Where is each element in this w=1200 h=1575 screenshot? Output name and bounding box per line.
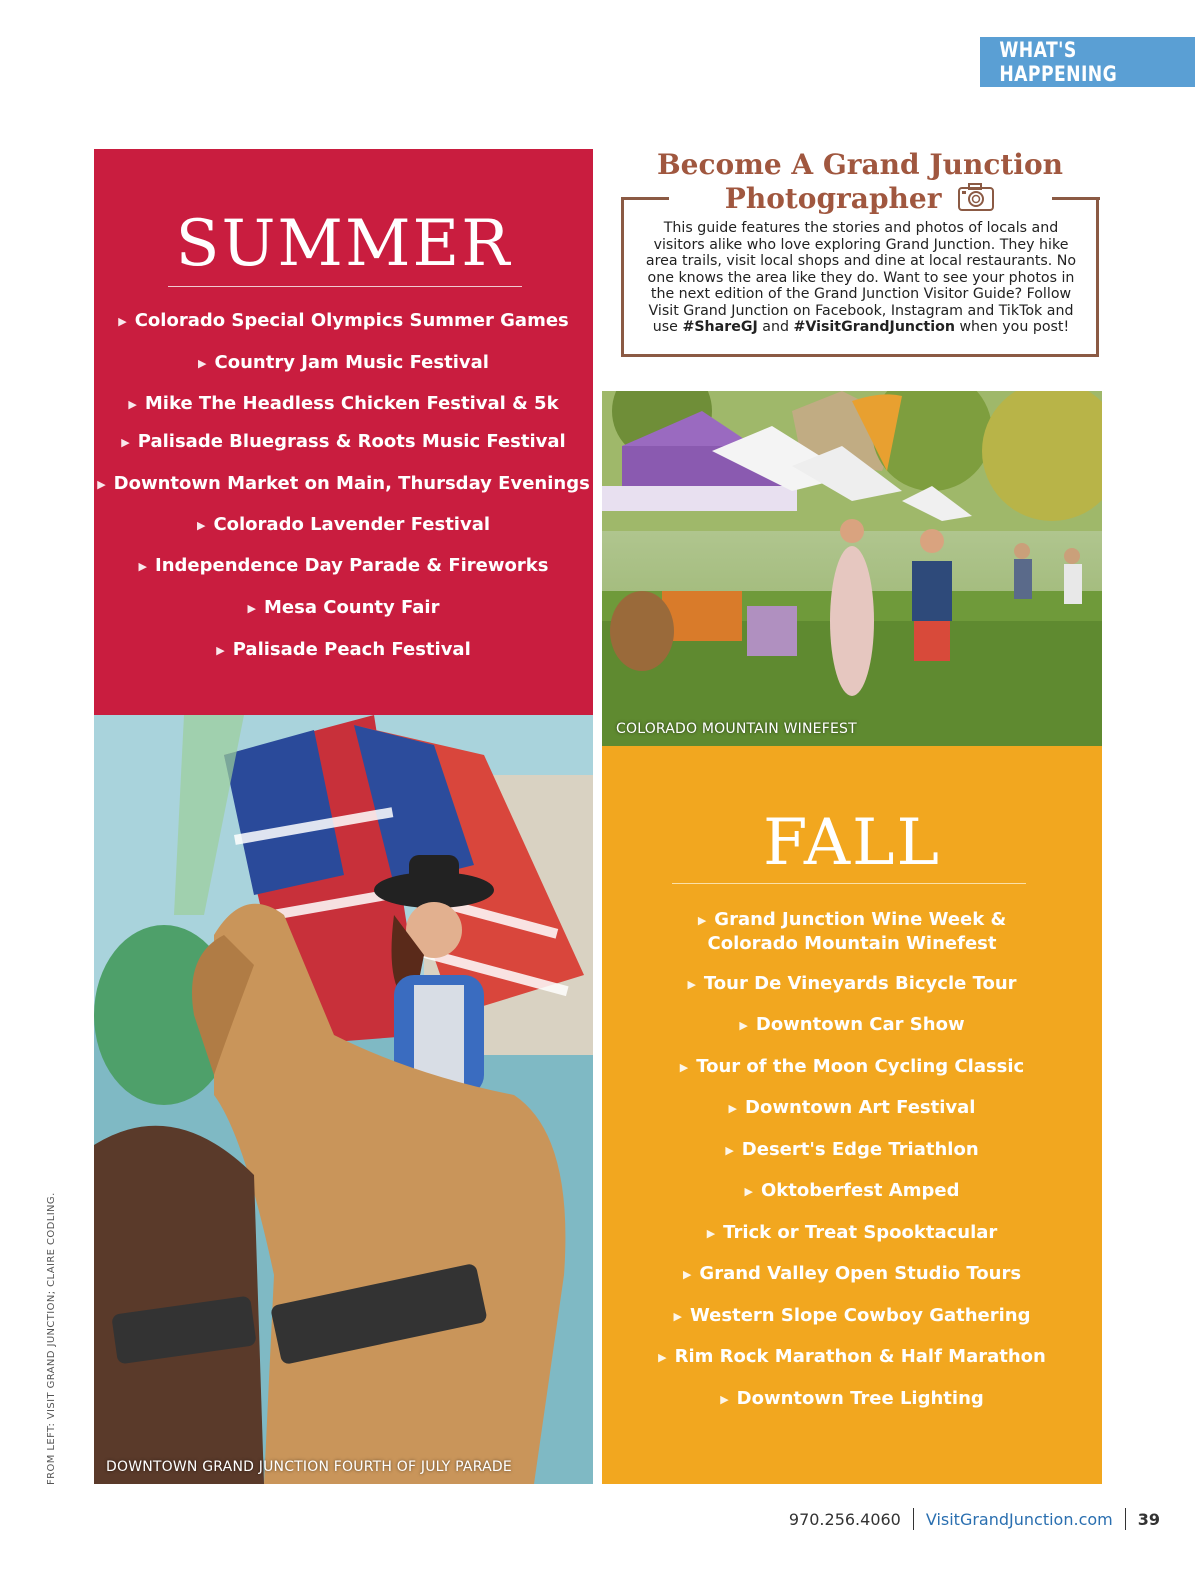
summer-panel (94, 149, 593, 715)
fall-event: ▶ Western Slope Cowboy Gathering (673, 1305, 1031, 1326)
photographer-heading-line2: Photographer (724, 182, 942, 215)
fall-title: FALL (762, 806, 942, 880)
fall-event: ▶ Downtown Art Festival (728, 1097, 976, 1118)
photographer-body-text: This guide features the stories and photos of locals and visitors alike who love exploring Grand Junction. They hike area trails, visit local shops and dine at local restaurants. No one knows the area like they do. Want to see your photos in the next edition of the Grand Junction Visitor Guide? Follow Visit Grand Junction on Facebook, Instagram and TikTok and use (645, 220, 1077, 335)
fall-event: ▶ Oktoberfest Amped (744, 1180, 960, 1201)
fall-event: ▶ Downtown Car Show (739, 1014, 965, 1035)
photographer-body-tail: when you post! (959, 319, 1070, 335)
fall-event: ▶ Rim Rock Marathon & Half Marathon (658, 1346, 1046, 1367)
photographer-body (636, 220, 1086, 336)
footer-phone: 970.256.4060 (788, 1509, 901, 1529)
summer-event: ▶ Downtown Market on Main, Thursday Evenings (97, 473, 590, 494)
summer-event: ▶ Palisade Bluegrass & Roots Music Festival (121, 431, 566, 452)
winefest-caption: COLORADO MOUNTAIN WINEFEST (616, 721, 857, 737)
summer-event: ▶ Mike The Headless Chicken Festival & 5k (128, 393, 559, 414)
hashtag-sharegj: #ShareGJ (682, 319, 758, 335)
section-tab (980, 37, 1195, 87)
fall-event: ▶ Grand Valley Open Studio Tours (682, 1263, 1022, 1284)
summer-title: SUMMER (175, 207, 512, 281)
fall-event: ▶ Tour of the Moon Cycling Classic (679, 1056, 1025, 1077)
fall-event: ▶ Downtown Tree Lighting (720, 1388, 984, 1409)
parade-illustration (94, 715, 593, 1484)
section-tab-label: WHAT'S HAPPENING (999, 38, 1118, 86)
parade-caption: DOWNTOWN GRAND JUNCTION FOURTH OF JULY PARADE (106, 1459, 512, 1475)
summer-event: ▶ Mesa County Fair (247, 597, 440, 618)
footer-url[interactable]: VisitGrandJunction.com (925, 1509, 1113, 1529)
footer-divider (913, 1508, 914, 1530)
winefest-illustration (602, 391, 1102, 746)
fall-divider (672, 883, 1026, 884)
summer-event: ▶ Colorado Special Olympics Summer Games (118, 310, 569, 331)
page-footer (789, 1508, 1160, 1530)
fall-event: ▶ Grand Junction Wine Week & Colorado Mountain Winefest (697, 909, 1007, 954)
page-number: 39 (1137, 1509, 1160, 1529)
hashtag-visitgrandjunction: #VisitGrandJunction (793, 319, 955, 335)
fall-panel (602, 746, 1102, 1484)
summer-divider (168, 286, 522, 287)
fall-event: ▶ Desert's Edge Triathlon (725, 1139, 979, 1160)
parade-photo (94, 715, 593, 1484)
winefest-photo (602, 391, 1102, 746)
summer-event: ▶ Country Jam Music Festival (198, 352, 489, 373)
summer-event: ▶ Independence Day Parade & Fireworks (138, 555, 549, 576)
summer-event: ▶ Colorado Lavender Festival (196, 514, 491, 535)
photo-credit: FROM LEFT: VISIT GRAND JUNCTION; CLAIRE CODLING. (46, 1192, 57, 1485)
and-word: and (762, 319, 789, 335)
summer-event: ▶ Palisade Peach Festival (216, 639, 471, 660)
fall-event: ▶ Tour De Vineyards Bicycle Tour (687, 973, 1017, 994)
fall-event: ▶ Trick or Treat Spooktacular (706, 1222, 998, 1243)
photographer-heading-line1: Become A Grand Junction (657, 148, 1063, 181)
footer-divider (1125, 1508, 1126, 1530)
